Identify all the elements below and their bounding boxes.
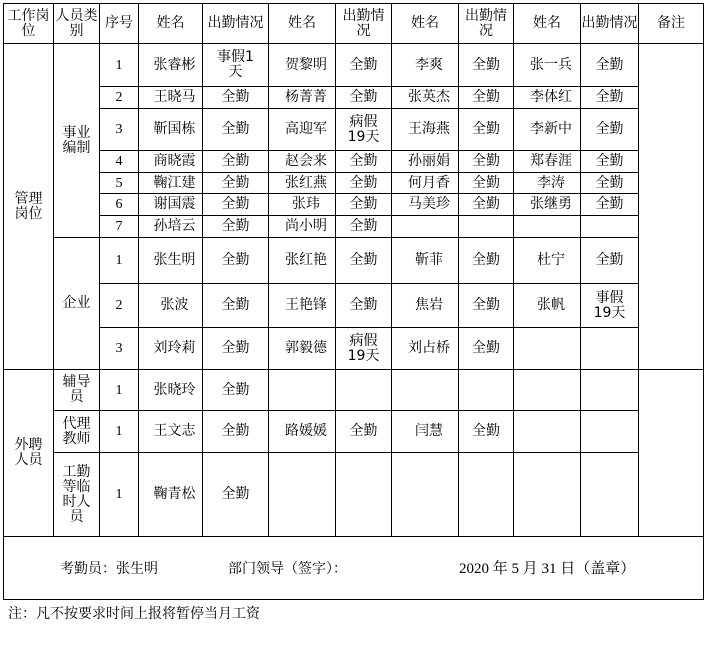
seq-cell: 2 [100, 284, 139, 328]
table-row [4, 194, 704, 216]
status-cell: 全勤 [336, 151, 392, 173]
status-cell: 全勤 [459, 173, 514, 194]
seq-cell: 5 [100, 173, 139, 194]
status-cell [581, 453, 639, 537]
clerk-label: 考勤员：张生明 [60, 561, 158, 577]
status-cell: 全勤 [336, 87, 392, 109]
name-cell: 李涛 [514, 173, 581, 194]
name-cell: 张帆 [514, 284, 581, 328]
category-fudao: 辅导员 [54, 370, 100, 411]
table-row [4, 453, 704, 537]
signature-cell [4, 537, 704, 600]
name-cell [392, 216, 459, 238]
footnote: 注：凡不按要求时间上报将暂停当月工资 [8, 606, 260, 622]
name-cell: 王海燕 [392, 109, 459, 151]
status-cell: 全勤 [203, 173, 269, 194]
status-cell: 全勤 [336, 216, 392, 238]
name-cell: 王晓马 [139, 87, 203, 109]
name-cell: 王艳锋 [269, 284, 336, 328]
name-cell: 李体红 [514, 87, 581, 109]
status-cell: 全勤 [459, 411, 514, 453]
name-cell: 靳国栋 [139, 109, 203, 151]
status-cell: 全勤 [459, 194, 514, 216]
status-cell: 全勤 [459, 151, 514, 173]
name-cell [392, 370, 459, 411]
header-cell: 出勤情况 [203, 4, 269, 44]
name-cell [392, 453, 459, 537]
status-cell: 全勤 [203, 284, 269, 328]
status-cell: 全勤 [203, 216, 269, 238]
category-shiye: 事业编制 [54, 44, 100, 238]
status-cell: 全勤 [336, 238, 392, 284]
seq-cell: 7 [100, 216, 139, 238]
name-cell: 张波 [139, 284, 203, 328]
status-cell: 全勤 [459, 284, 514, 328]
name-cell: 尚小明 [269, 216, 336, 238]
category-qiye: 企业 [54, 238, 100, 370]
status-cell: 全勤 [203, 151, 269, 173]
table-row [4, 173, 704, 194]
name-cell: 商晓霞 [139, 151, 203, 173]
status-cell: 全勤 [581, 87, 639, 109]
header-cell: 出勤情况 [581, 4, 639, 44]
status-cell: 全勤 [336, 284, 392, 328]
status-cell [459, 453, 514, 537]
status-cell: 全勤 [459, 44, 514, 87]
name-cell: 郭毅德 [269, 328, 336, 370]
name-cell: 赵会来 [269, 151, 336, 173]
attendance-document [3, 3, 704, 600]
status-cell: 全勤 [336, 411, 392, 453]
name-cell [514, 328, 581, 370]
table-row [4, 411, 704, 453]
name-cell: 张红燕 [269, 173, 336, 194]
table-row [4, 109, 704, 151]
table-row [4, 151, 704, 173]
header-cell: 工作岗位 [4, 4, 54, 44]
status-cell: 事假1天 [203, 44, 269, 87]
name-cell [269, 370, 336, 411]
name-cell: 郑春涯 [514, 151, 581, 173]
name-cell: 杜宁 [514, 238, 581, 284]
status-cell: 全勤 [459, 238, 514, 284]
date-stamp-label: 2020 年 5 月 31 日（盖章） [459, 561, 636, 577]
name-cell: 谢国震 [139, 194, 203, 216]
attendance-table [3, 3, 704, 600]
status-cell [459, 216, 514, 238]
name-cell: 孙丽娟 [392, 151, 459, 173]
header-cell: 姓名 [269, 4, 336, 44]
group-management: 管理岗位 [4, 44, 54, 370]
status-cell: 全勤 [203, 87, 269, 109]
table-row [4, 87, 704, 109]
name-cell: 张睿彬 [139, 44, 203, 87]
name-cell: 张红艳 [269, 238, 336, 284]
category-daili: 代理教师 [54, 411, 100, 453]
name-cell [514, 370, 581, 411]
header-cell: 备注 [639, 4, 704, 44]
status-cell: 全勤 [581, 194, 639, 216]
category-gongqin: 工勤等临时人员 [54, 453, 100, 537]
status-cell: 全勤 [581, 238, 639, 284]
name-cell: 张晓玲 [139, 370, 203, 411]
remark-external [639, 370, 704, 537]
status-cell: 全勤 [203, 109, 269, 151]
seq-cell: 6 [100, 194, 139, 216]
status-cell: 全勤 [203, 238, 269, 284]
header-cell: 姓名 [514, 4, 581, 44]
status-cell: 病假19天 [336, 328, 392, 370]
header-cell: 姓名 [392, 4, 459, 44]
name-cell: 路媛媛 [269, 411, 336, 453]
status-cell [336, 453, 392, 537]
group-external: 外聘人员 [4, 370, 54, 537]
status-cell [581, 328, 639, 370]
seq-cell: 3 [100, 109, 139, 151]
status-cell: 全勤 [581, 173, 639, 194]
name-cell: 张继勇 [514, 194, 581, 216]
name-cell [269, 453, 336, 537]
header-cell: 序号 [100, 4, 139, 44]
header-cell: 出勤情况 [336, 4, 392, 44]
status-cell [459, 370, 514, 411]
name-cell: 张英杰 [392, 87, 459, 109]
status-cell: 全勤 [203, 328, 269, 370]
header-cell: 姓名 [139, 4, 203, 44]
name-cell: 杨菁菁 [269, 87, 336, 109]
header-cell: 出勤情况 [459, 4, 514, 44]
table-row [4, 238, 704, 284]
status-cell: 事假19天 [581, 284, 639, 328]
seq-cell: 3 [100, 328, 139, 370]
name-cell: 李爽 [392, 44, 459, 87]
status-cell: 病假19天 [336, 109, 392, 151]
header-row [4, 4, 704, 44]
name-cell: 刘玲莉 [139, 328, 203, 370]
status-cell: 全勤 [336, 44, 392, 87]
status-cell: 全勤 [581, 151, 639, 173]
table-row [4, 370, 704, 411]
status-cell [581, 411, 639, 453]
seq-cell: 1 [100, 370, 139, 411]
status-cell [581, 216, 639, 238]
seq-cell: 1 [100, 238, 139, 284]
name-cell: 王文志 [139, 411, 203, 453]
seq-cell: 4 [100, 151, 139, 173]
status-cell: 全勤 [581, 109, 639, 151]
name-cell: 鞠青松 [139, 453, 203, 537]
status-cell: 全勤 [203, 411, 269, 453]
name-cell: 刘占桥 [392, 328, 459, 370]
leader-signature-label: 部门领导（签字）： [228, 561, 347, 577]
name-cell: 鞠江建 [139, 173, 203, 194]
seq-cell: 1 [100, 453, 139, 537]
name-cell: 李新中 [514, 109, 581, 151]
name-cell: 闫慧 [392, 411, 459, 453]
name-cell: 张生明 [139, 238, 203, 284]
name-cell [514, 216, 581, 238]
seq-cell: 2 [100, 87, 139, 109]
status-cell: 全勤 [581, 44, 639, 87]
table-row [4, 284, 704, 328]
name-cell [514, 411, 581, 453]
name-cell: 马美珍 [392, 194, 459, 216]
name-cell: 张玮 [269, 194, 336, 216]
seq-cell: 1 [100, 44, 139, 87]
name-cell: 张一兵 [514, 44, 581, 87]
status-cell [581, 370, 639, 411]
remark-management [639, 44, 704, 370]
name-cell [514, 453, 581, 537]
header-cell: 人员类别 [54, 4, 100, 44]
signature-row [4, 537, 704, 600]
name-cell: 靳菲 [392, 238, 459, 284]
table-row [4, 44, 704, 87]
table-row [4, 216, 704, 238]
status-cell: 全勤 [336, 194, 392, 216]
status-cell: 全勤 [203, 370, 269, 411]
table-row [4, 328, 704, 370]
status-cell: 全勤 [459, 109, 514, 151]
status-cell: 全勤 [203, 194, 269, 216]
name-cell: 焦岩 [392, 284, 459, 328]
status-cell [336, 370, 392, 411]
name-cell: 孙培云 [139, 216, 203, 238]
status-cell: 全勤 [336, 173, 392, 194]
status-cell: 全勤 [459, 87, 514, 109]
name-cell: 何月香 [392, 173, 459, 194]
name-cell: 贺黎明 [269, 44, 336, 87]
status-cell: 全勤 [459, 328, 514, 370]
seq-cell: 1 [100, 411, 139, 453]
name-cell: 高迎军 [269, 109, 336, 151]
status-cell: 全勤 [203, 453, 269, 537]
